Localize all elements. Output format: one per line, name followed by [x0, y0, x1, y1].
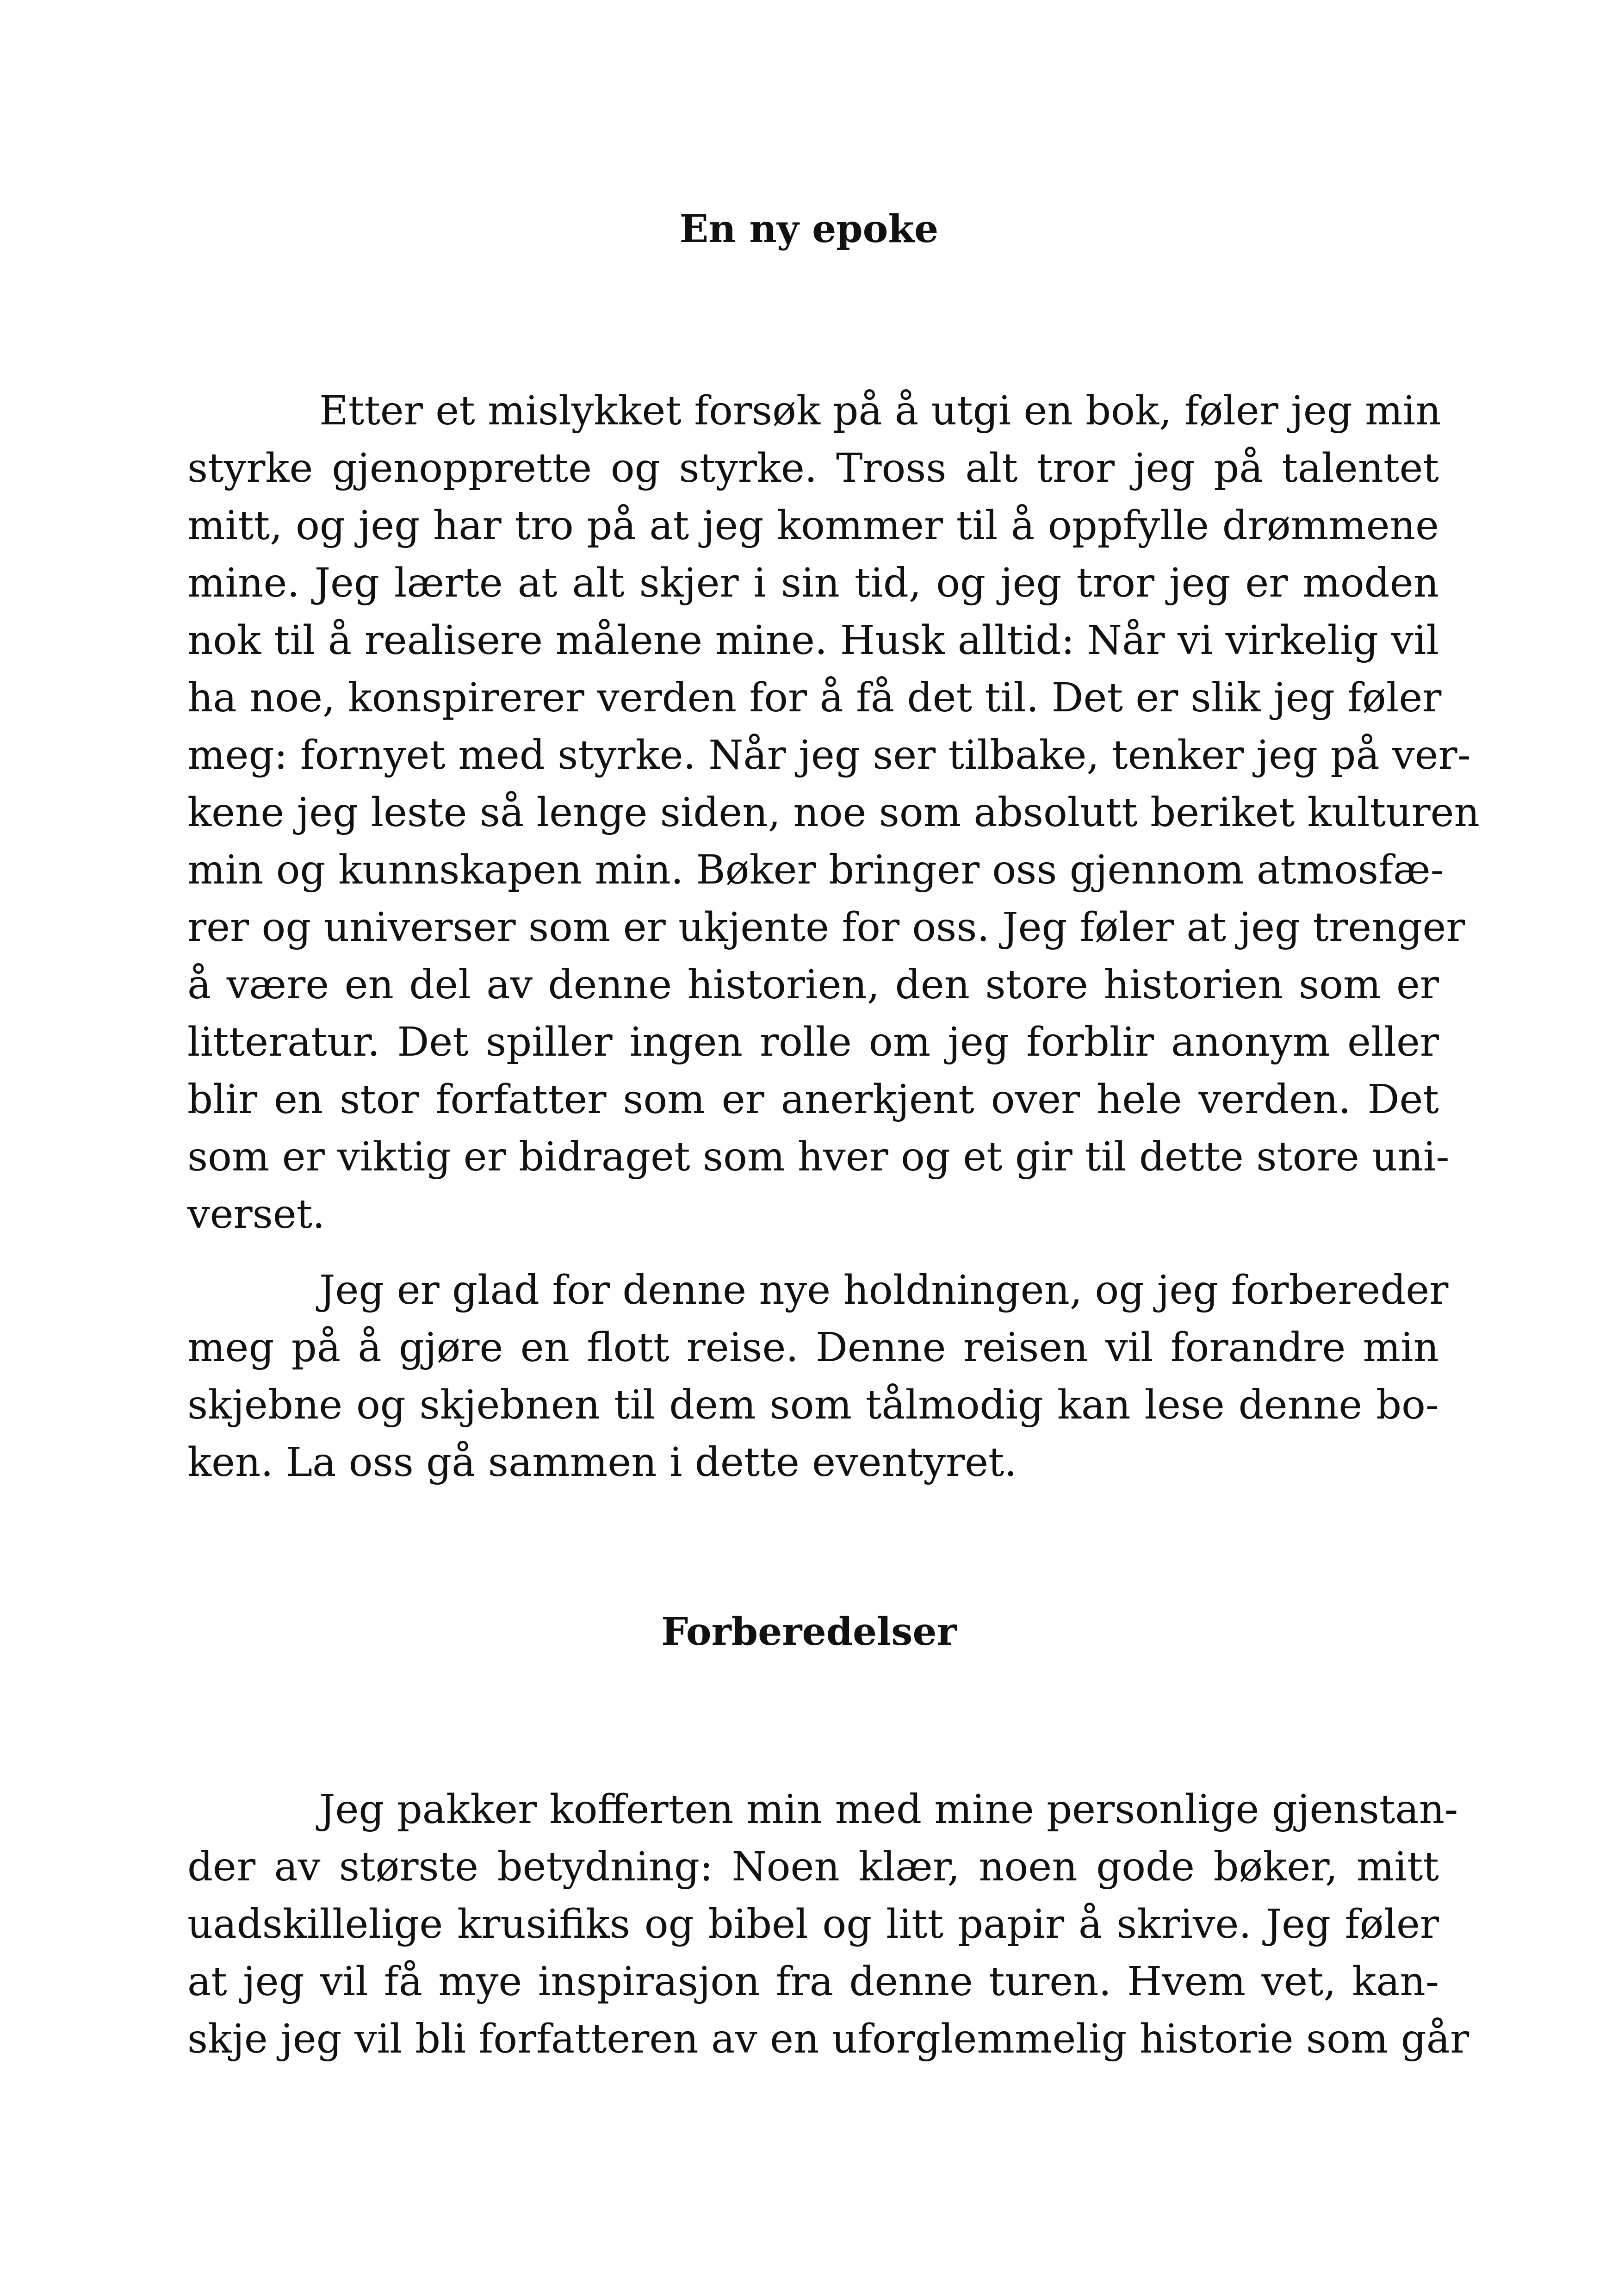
text-line: å være en del av denne historien, den store historien som er — [187, 962, 1439, 1008]
text-line: skjebne og skjebnen til dem som tålmodig kan lese denne bo- — [187, 1382, 1439, 1428]
text-line: Jeg er glad for denne nye holdningen, og jeg forbereder — [319, 1267, 1449, 1313]
text-line: blir en stor forfatter som er anerkjent over hele verden. Det — [187, 1076, 1439, 1123]
text-line: Etter et mislykket forsøk på å utgi en bok, føler jeg min — [319, 388, 1441, 434]
text-line: meg på å gjøre en flott reise. Denne reisen vil forandre min — [187, 1325, 1439, 1371]
text-line: ha noe, konspirerer verden for å få det til. Det er slik jeg føler — [187, 675, 1442, 721]
text-line: Jeg pakker kofferten min med mine personlige gjenstan- — [319, 1786, 1458, 1833]
text-line: min og kunnskapen min. Bøker bringer oss gjennom atmosfæ- — [187, 847, 1444, 893]
text-line: verset. — [187, 1191, 325, 1238]
text-line: ken. La oss gå sammen i dette eventyret. — [187, 1439, 1017, 1486]
text-line: uadskillelige krusifiks og bibel og litt papir å skrive. Jeg føler — [187, 1901, 1439, 1948]
text-line: som er viktig er bidraget som hver og et gir til dette store uni- — [187, 1134, 1450, 1180]
section-heading: Forberedelser — [661, 1610, 957, 1654]
text-line: at jeg vil få mye inspirasjon fra denne turen. Hvem vet, kan- — [187, 1959, 1439, 2005]
text-line: styrke gjenopprette og styrke. Tross alt tror jeg på talentet — [187, 445, 1439, 492]
text-line: nok til å realisere målene mine. Husk alltid: Når vi virkelig vil — [187, 617, 1439, 664]
text-line: rer og universer som er ukjente for oss. Jeg føler at jeg trenger — [187, 904, 1465, 951]
text-line: kene jeg leste så lenge siden, noe som absolutt beriket kulturen — [187, 790, 1480, 836]
text-line: skje jeg vil bli forfatteren av en uforglemmelig historie som går — [187, 2016, 1469, 2062]
text-line: der av største betydning: Noen klær, noen gode bøker, mitt — [187, 1844, 1439, 1890]
text-line: litteratur. Det spiller ingen rolle om jeg forblir anonym eller — [187, 1019, 1439, 1065]
text-line: meg: fornyet med styrke. Når jeg ser tilbake, tenker jeg på ver- — [187, 732, 1471, 778]
text-line: mine. Jeg lærte at alt skjer i sin tid, og jeg tror jeg er moden — [187, 560, 1439, 606]
text-line: mitt, og jeg har tro på at jeg kommer til å oppfylle drømmene — [187, 503, 1439, 549]
section-heading: En ny epoke — [679, 207, 939, 251]
